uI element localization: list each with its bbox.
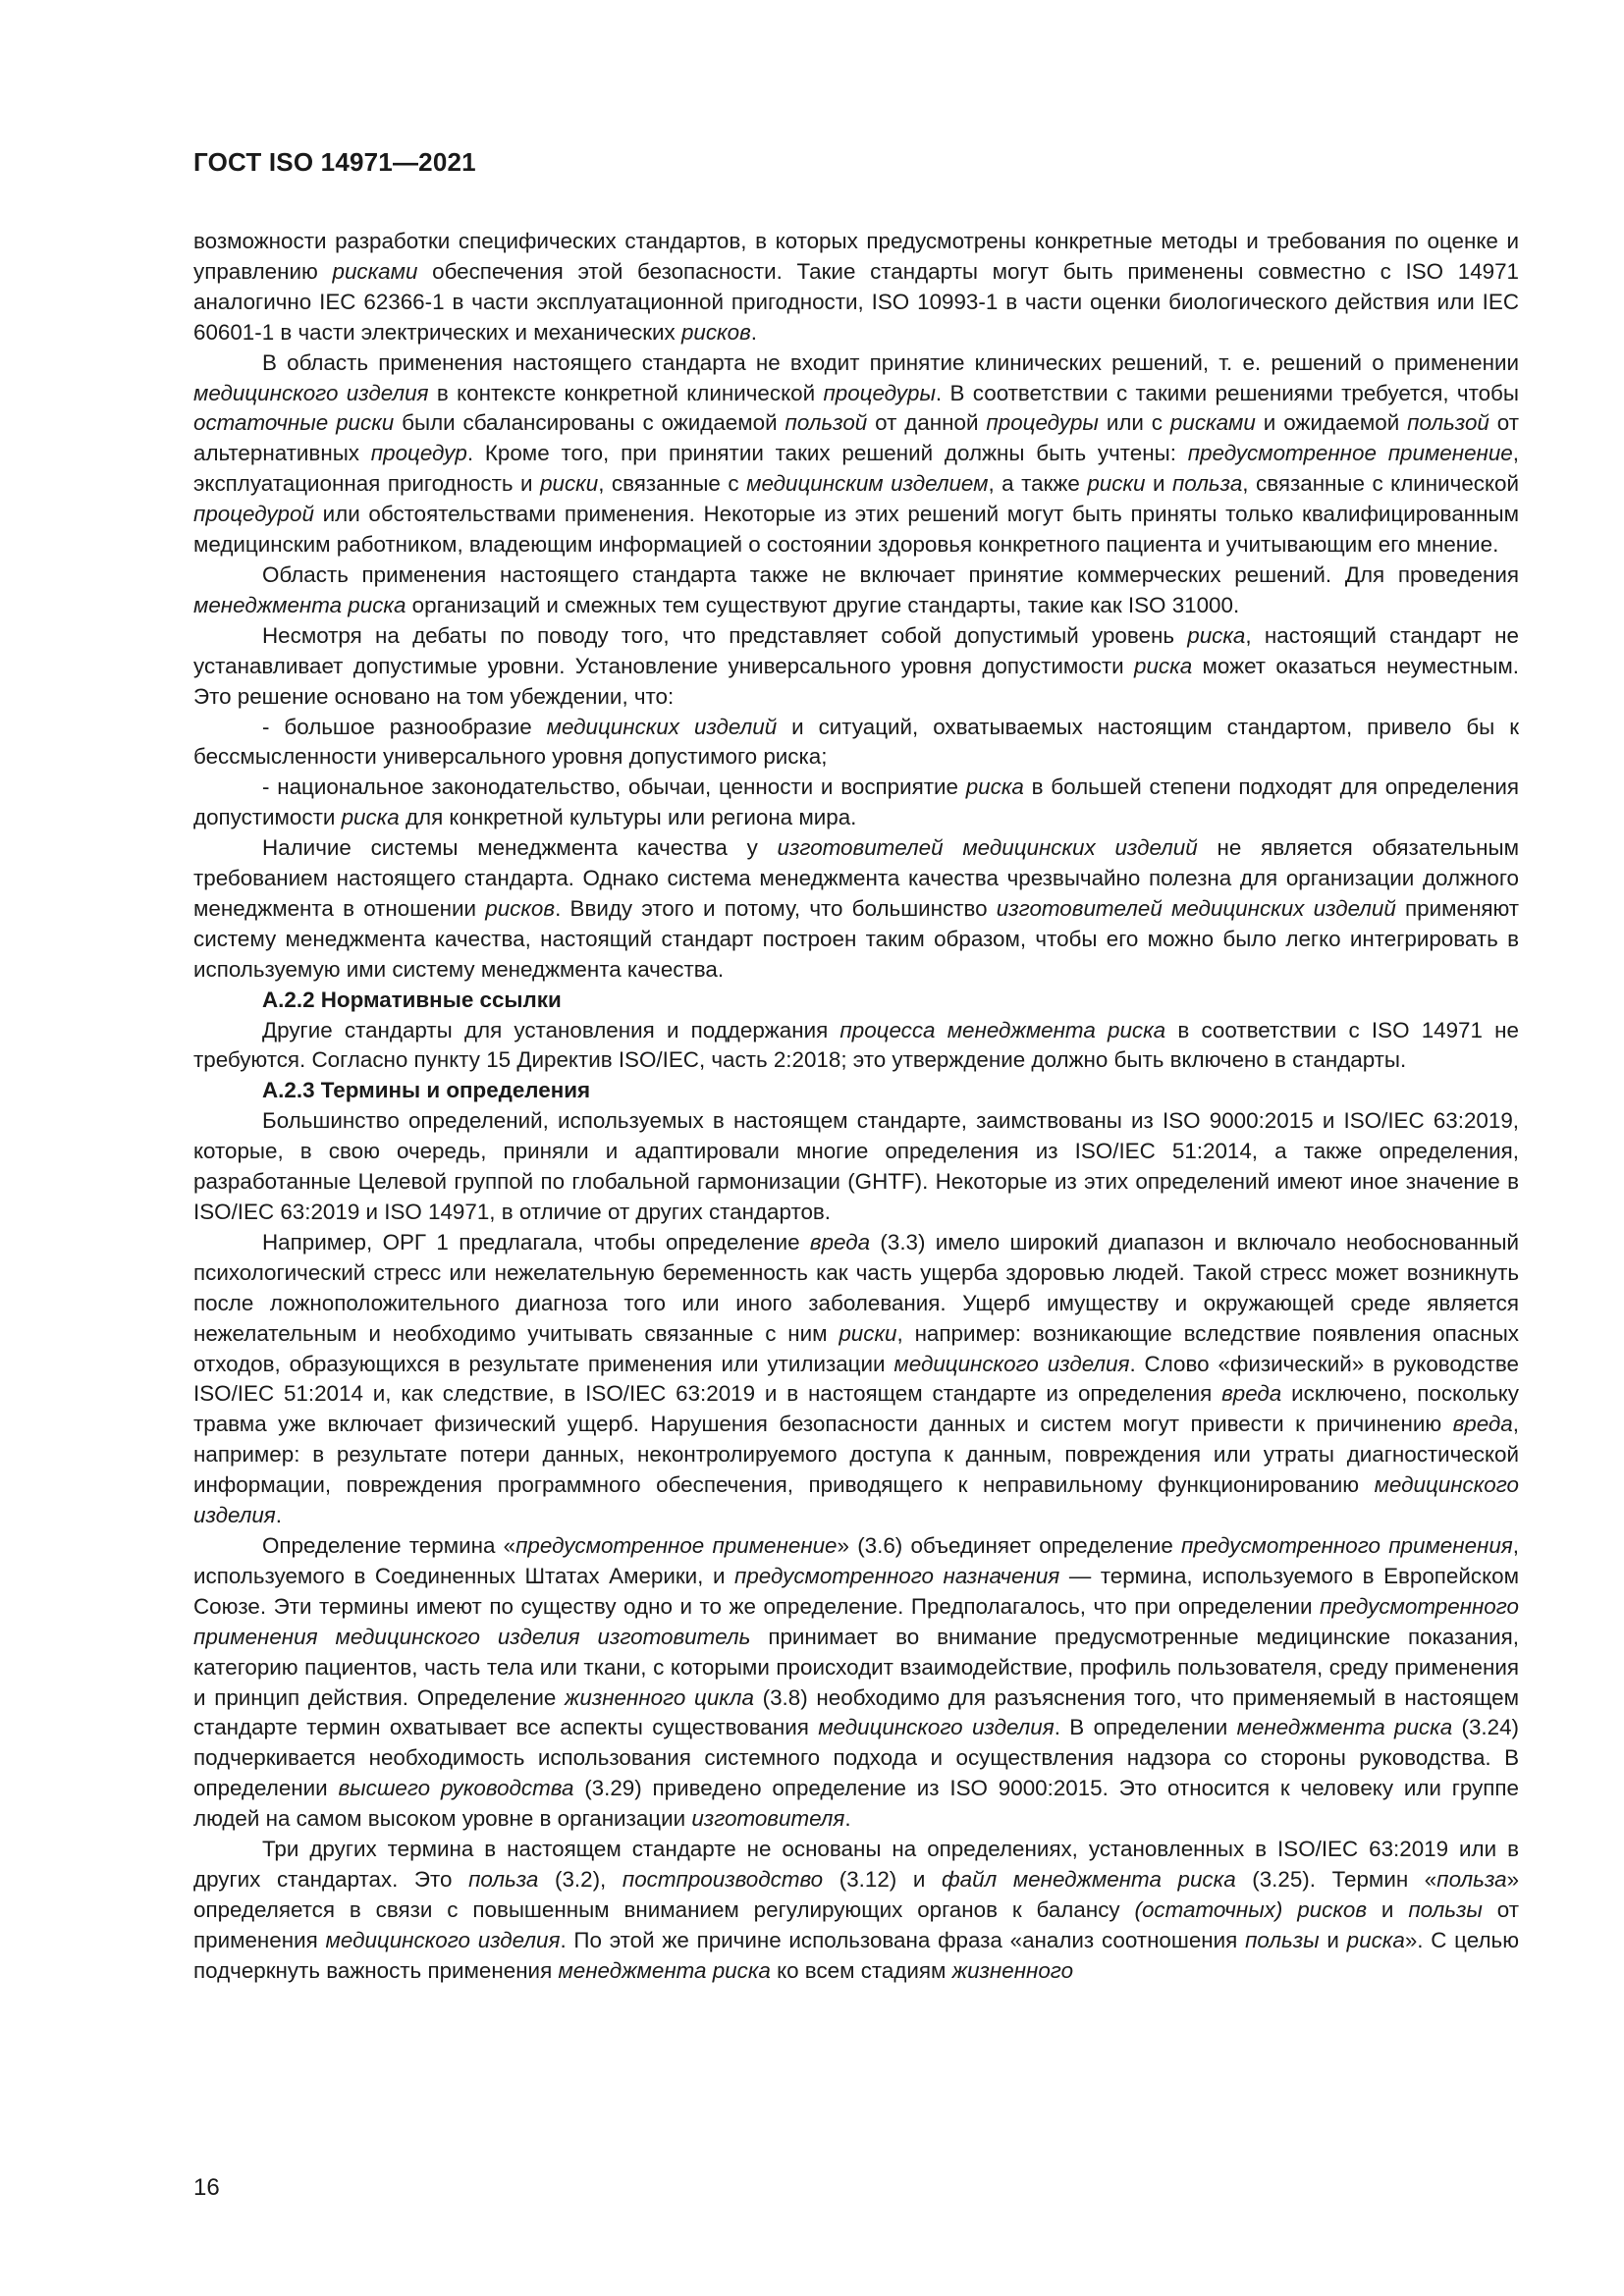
italic-term: польза [1436, 1866, 1507, 1892]
italic-term: риски [540, 471, 599, 497]
section-heading: А.2.2 Нормативные ссылки [262, 987, 562, 1012]
italic-term: вреда [809, 1229, 871, 1255]
italic-term: риска [341, 805, 400, 830]
italic-term: изготовителя [691, 1806, 845, 1832]
italic-term: процедуры [823, 380, 936, 405]
paragraph: Несмотря на дебаты по поводу того, что представляет собой допустимый уровень риска, настоящий стандарт не устанавливает допустимые уровни. Установление универсального уровня допустимости риска может оказаться неуместным. Это решение основано на том убеждении, что: [193, 622, 1519, 709]
italic-term: менеджмента риска [193, 592, 406, 617]
italic-term: медицинского изделия [193, 380, 429, 405]
italic-term: процедурой [193, 502, 314, 527]
italic-term: рисками [332, 258, 418, 284]
italic-term: постпроизводство [622, 1866, 824, 1892]
italic-term: пользой [785, 410, 868, 436]
italic-term: остаточные риски [193, 410, 395, 436]
list-item: - национальное законодательство, обычаи, ценности и восприятие риска в большей степени подходят для определения допустимости риска для конкретной культуры или региона мира. [193, 774, 1519, 830]
paragraph: Например, ОРГ 1 предлагала, чтобы определение вреда (3.3) имело широкий диапазон и включало необоснованный психологический стресс или нежелательную беременность как часть ущерба здоровью людей. Такой стресс может возникнуть после ложноположительного диагноза того или иного заболевания. Ущерб имуществу и окружающей среде является нежелательным и необходимо учитывать связанные с ним риски, например: возникающие вследствие появления опасных отходов, образующихся в результате применения или утилизации медицинского изделия. Слово «физический» в руководстве ISO/IEC 51:2014 и, как следствие, в ISO/IEC 63:2019 и в настоящем стандарте из определения вреда исключено, поскольку травма уже включает физический ущерб. Нарушения безопасности данных и систем могут привести к причинению вреда, например: в результате потери данных, неконтролируемого доступа к данным, повреждения или утраты диагностической информации, повреждения программного обеспечения, приводящего к неправильному функционированию медицинского изделия. [193, 1229, 1520, 1528]
italic-term: вреда [1221, 1381, 1282, 1407]
italic-term: предусмотренного назначения [734, 1563, 1060, 1588]
italic-term: процедуры [986, 410, 1099, 436]
italic-term: высшего руководства [338, 1776, 574, 1801]
page-number: 16 [193, 2174, 220, 2201]
italic-term: медицинского изделия [893, 1351, 1130, 1376]
italic-term: риска [1134, 653, 1193, 678]
italic-term: риски [1087, 471, 1146, 497]
paragraph: Три других термина в настоящем стандарте не основаны на определениях, установленных в ISO/IEC 63:2019 или в других стандартах. Это польза (3.2), постпроизводство (3.12) и файл менеджмента риска (3.25). Термин «польза» определяется в связи с повышенным вниманием регулирующих органов к балансу (остаточных) рисков и пользы от применения медицинского изделия. По этой же причине использована фраза «анализ соотношения пользы и риска». С целью подчеркнуть важность применения менеджмента риска ко всем стадиям жизненного [193, 1837, 1520, 1983]
italic-term: риска [1187, 622, 1246, 648]
list-item: - большое разнообразие медицинских изделий и ситуаций, охватываемых настоящим стандартом, привело бы к бессмысленности универсального уровня допустимого риска; [193, 714, 1519, 770]
paragraph: Определение термина «предусмотренное применение» (3.6) объединяет определение предусмотренного применения, используемого в Соединенных Штатах Америки, и предусмотренного назначения — термина, используемого в Европейском Союзе. Эти термины имеют по существу одно и то же определение. Предполагалось, что при определении предусмотренного применения медицинского изделия изготовитель принимает во внимание предусмотренные медицинские показания, категорию пациентов, часть тела или ткани, с которыми происходит взаимодействие, профиль пользователя, среду применения и принцип действия. Определение жизненного цикла (3.8) необходимо для разъяснения того, что применяемый в настоящем стандарте термин охватывает все аспекты существования медицинского изделия. В определении менеджмента риска (3.24) подчеркивается необходимость использования системного подхода и осуществления надзора со стороны руководства. В определении высшего руководства (3.29) приведено определение из ISO 9000:2015. Это относится к человеку или группе людей на самом высоком уровне в организации изготовителя. [193, 1532, 1519, 1832]
italic-term: медицинских изделий [546, 714, 778, 739]
italic-term: пользы [1408, 1896, 1483, 1922]
italic-term: предусмотренного применения [1181, 1532, 1513, 1558]
italic-term: вреда [1452, 1412, 1513, 1437]
italic-term: менеджмента риска [558, 1957, 771, 1983]
italic-term: риска [1346, 1927, 1405, 1952]
italic-term: польза [468, 1866, 539, 1892]
standard-title: ГОСТ ISO 14971—2021 [193, 147, 476, 177]
paragraph: Большинство определений, используемых в настоящем стандарте, заимствованы из ISO 9000:2015 и ISO/IEC 63:2019, которые, в свою очередь, приняли и адаптировали многие определения из ISO/IEC 51:2014, а также определения, разработанные Целевой группой по глобальной гармонизации (GHTF). Некоторые из этих определений имеют иное значение в ISO/IEC 63:2019 и ISO 14971, в отличие от других стандартов. [193, 1108, 1519, 1224]
italic-term: медицинского изделия [325, 1927, 561, 1952]
paragraph: Область применения настоящего стандарта также не включает принятие коммерческих решений. Для проведения менеджмента риска организаций и смежных тем существуют другие стандарты, такие как ISO 31000. [193, 561, 1519, 617]
section-heading: А.2.3 Термины и определения [262, 1078, 591, 1103]
italic-term: предусмотренное применение [1187, 441, 1513, 466]
italic-term: рисков [680, 319, 751, 345]
italic-term: файл менеджмента риска [941, 1866, 1236, 1892]
paragraph: возможности разработки специфических стандартов, в которых предусмотрены конкретные методы и требования по оценке и управлению рисками обеспечения этой безопасности. Такие стандарты могут быть применены совместно с ISO 14971 аналогично IEC 62366-1 в части эксплуатационной пригодности, ISO 10993-1 в части оценки биологического действия или IEC 60601-1 в части электрических и механических рисков. [193, 229, 1520, 345]
italic-term: рисков [485, 895, 556, 921]
italic-term: пользы [1245, 1927, 1320, 1952]
italic-term: менеджмента риска [1236, 1715, 1453, 1740]
italic-term: польза [1171, 471, 1243, 497]
italic-term: жизненного цикла [564, 1684, 754, 1710]
italic-term: изготовителей медицинских изделий [996, 895, 1396, 921]
italic-term: риски [839, 1320, 897, 1346]
italic-term: предусмотренного применения медицинского изделия изготовитель [193, 1593, 1519, 1649]
paragraph: Другие стандарты для установления и поддержания процесса менеджмента риска в соответствии с ISO 14971 не требуются. Согласно пункту 15 Директив ISO/IEC, часть 2:2018; это утверждение должно быть включено в стандарты. [193, 1017, 1519, 1073]
italic-term: медицинского изделия [818, 1715, 1055, 1740]
italic-term: процедур [370, 441, 467, 466]
italic-term: медицинским изделием [746, 471, 989, 497]
italic-term: пользой [1407, 410, 1489, 436]
italic-term: жизненного [951, 1957, 1074, 1983]
paragraph: В область применения настоящего стандарта не входит принятие клинических решений, т. е. решений о применении медицинского изделия в контексте конкретной клинической процедуры. В соответствии с такими решениями требуется, чтобы остаточные риски были сбалансированы с ожидаемой пользой от данной процедуры или с рисками и ожидаемой пользой от альтернативных процедур. Кроме того, при принятии таких решений должны быть учтены: предусмотренное применение, эксплуатационная пригодность и риски, связанные с медицинским изделием, а также риски и польза, связанные с клинической процедурой или обстоятельствами применения. Некоторые из этих решений могут быть приняты только квалифицированным медицинским работником, владеющим информацией о состоянии здоровья конкретного пациента и учитывающим его мнение. [193, 349, 1520, 558]
italic-term: медицинского изделия [193, 1472, 1519, 1528]
page-body [193, 227, 1519, 1987]
italic-term: (остаточных) рисков [1134, 1896, 1368, 1922]
italic-term: процесса менеджмента риска [839, 1017, 1166, 1042]
italic-term: риска [965, 774, 1024, 800]
italic-term: предусмотренное применение [515, 1532, 838, 1558]
italic-term: рисками [1169, 410, 1256, 436]
paragraph: Наличие системы менеджмента качества у изготовителей медицинских изделий не является обязательным требованием настоящего стандарта. Однако система менеджмента качества чрезвычайно полезна для организации должного менеджмента в отношении рисков. Ввиду этого и потому, что большинство изготовителей медицинских изделий применяют систему менеджмента качества, настоящий стандарт построен таким образом, чтобы его можно было легко интегрировать в используемую ими систему менеджмента качества. [193, 835, 1520, 982]
italic-term: изготовителей медицинских изделий [777, 835, 1198, 861]
